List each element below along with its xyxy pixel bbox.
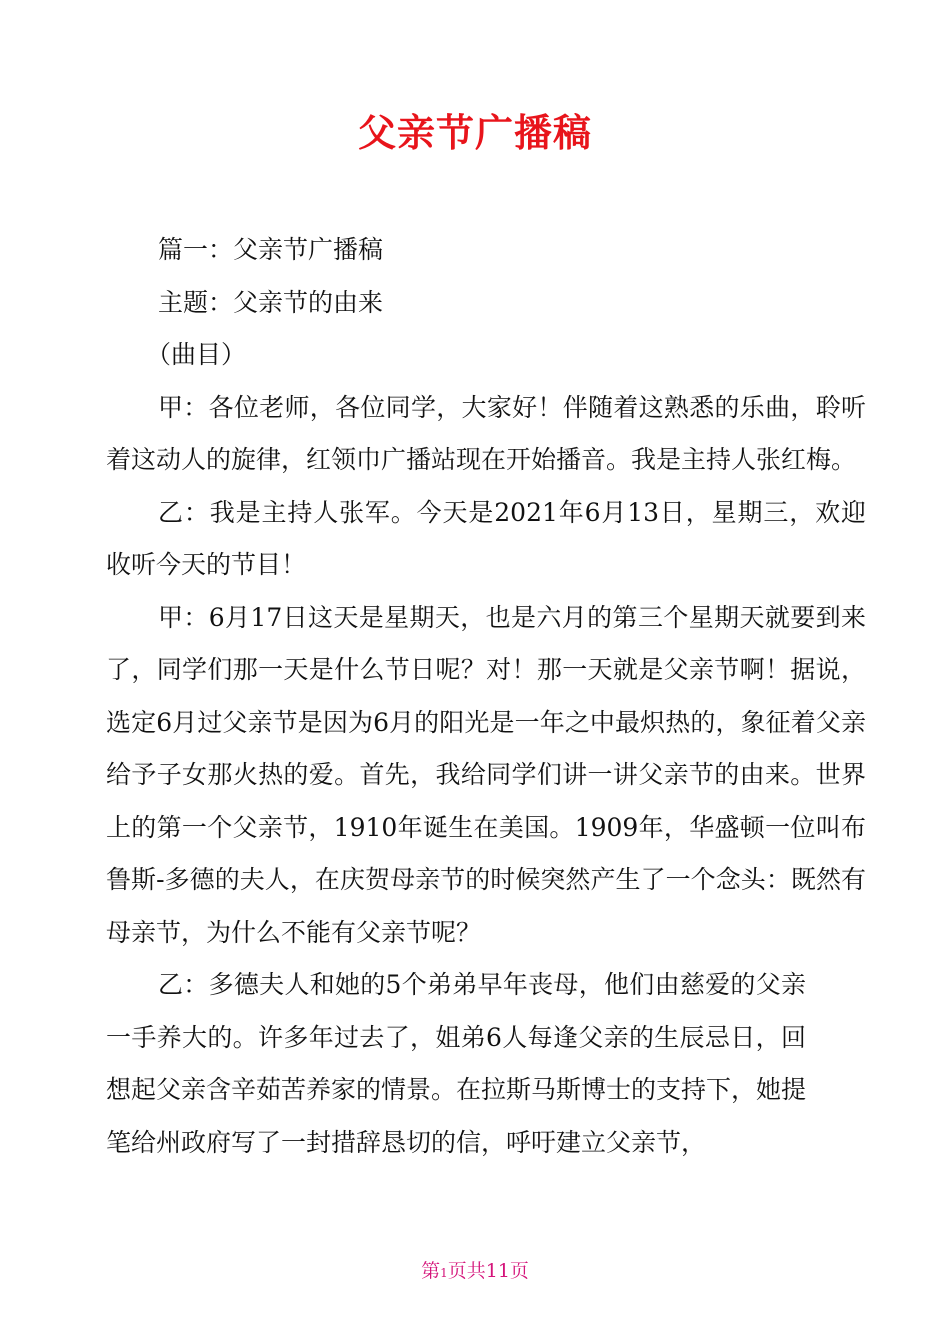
footer-suffix: 页共11页 <box>447 1260 529 1282</box>
paragraph-host-a-origin: 甲：6月17日这天是星期天，也是六月的第三个星期天就要到来了，同学们那一天是什么节日呢？对！那一天就是父亲节啊！据说，选定6月过父亲节是因为6月的阳光是一年之中最炽热的，象征着父亲给予子女那火热的爱。首先，我给同学们讲一讲父亲节的由来。世界上的第一个父亲节，1910年诞生在美国。1909年，华盛顿一位叫布鲁斯-多德的夫人，在庆贺母亲节的时候突然产生了一个念头：既然有母亲节，为什么不能有父亲节呢？ <box>106 602 866 947</box>
footer-page-number: 1 <box>440 1266 448 1280</box>
page-footer <box>0 1258 950 1286</box>
paragraph-host-b-intro: 乙：我是主持人张军。今天是2021年6月13日，星期三，欢迎收听今天的节目！ <box>106 497 866 579</box>
document-body <box>106 224 866 1169</box>
paragraph-host-a-intro: 甲：各位老师，各位同学，大家好！伴随着这熟悉的乐曲，聆听着这动人的旋律，红领巾广播站现在开始播音。我是主持人张红梅。 <box>106 392 866 474</box>
paragraph-section-heading: 篇一：父亲节广播稿 <box>158 235 384 264</box>
paragraph-music-cue: （曲目） <box>146 340 247 369</box>
document-title: 父亲节广播稿 <box>357 111 592 155</box>
paragraph-host-b-story: 乙：多德夫人和她的5个弟弟早年丧母，他们由慈爱的父亲一手养大的。许多年过去了，姐弟6人每逢父亲的生辰忌日，回想起父亲含辛茹苦养家的情景。在拉斯马斯博士的支持下，她提笔给州政府写了一封措辞恳切的信，呼吁建立父亲节， <box>106 970 807 1157</box>
footer-prefix: 第 <box>421 1260 441 1282</box>
paragraph-theme: 主题：父亲节的由来 <box>158 287 384 317</box>
